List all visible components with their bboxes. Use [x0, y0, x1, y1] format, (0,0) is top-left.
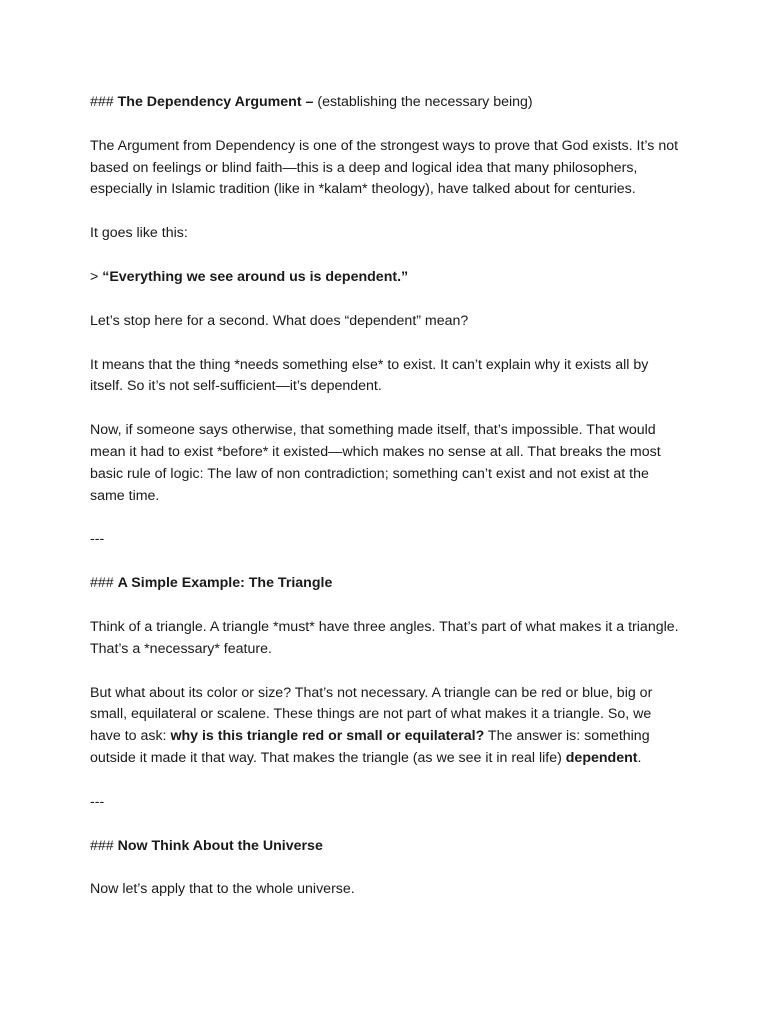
- text-run: .: [637, 749, 642, 766]
- paragraph-what-dependent-means: Let’s stop here for a second. What does “dependent” mean?: [90, 312, 469, 329]
- document-page: [90, 92, 682, 923]
- text-run: But what about its color or size? That’s not necessary. A triangle can be red or blue, big or small, equilateral or scalene. These things are not part of what makes it a triangle. So, we have to ask:: [90, 684, 653, 745]
- paragraph-triangle-angles: Think of a triangle. A triangle *must* have three angles. That’s part of what makes it a triangle. That’s a *necessary* feature.: [90, 618, 679, 657]
- text-run: The answer is: something outside it made it that way. That makes the triangle (as we see it in real life): [90, 728, 650, 766]
- paragraph-needs-something-else: It means that the thing *needs something else* to exist. It can’t explain why it exists all by itself. So it’s not self-sufficient—it’s dependent.: [90, 356, 649, 395]
- heading-prefix: ###: [90, 837, 118, 854]
- heading-prefix: ###: [90, 575, 118, 592]
- heading-bold: Now Think About the Universe: [117, 837, 323, 854]
- separator-2: ---: [90, 793, 105, 810]
- heading-bold: A Simple Example: The Triangle: [117, 575, 333, 592]
- heading-bold: The Dependency Argument –: [117, 94, 314, 110]
- emphasis-question: why is this triangle red or small or equilateral?: [170, 728, 485, 745]
- paragraph-triangle-color-size: [90, 683, 682, 770]
- separator-1: ---: [90, 531, 105, 548]
- blockquote-dependent: [90, 267, 682, 289]
- quote-prefix: >: [90, 268, 103, 285]
- heading-dependency-argument: [90, 92, 682, 114]
- paragraph-intro: The Argument from Dependency is one of the strongest ways to prove that God exists. It’s not based on feelings or blind faith—this is a deep and logical idea that many philosophers, especially in Islamic tradition (like in *kalam* theology), have talked about for centuries.: [90, 137, 679, 198]
- paragraph-apply-universe: Now let’s apply that to the whole universe.: [90, 881, 355, 898]
- heading-rest: (establishing the necessary being): [313, 94, 533, 110]
- heading-triangle-example: [90, 573, 682, 595]
- paragraph-goes-like-this: It goes like this:: [90, 225, 188, 242]
- heading-universe: [90, 836, 682, 858]
- paragraph-non-contradiction: Now, if someone says otherwise, that something made itself, that’s impossible. That would mean it had to exist *before* it existed—which makes no sense at all. That breaks the most basic rule of logic: The law of non contradiction; something can’t exist and not exist at the same time.: [90, 422, 661, 504]
- emphasis-dependent: dependent: [565, 749, 638, 766]
- quote-bold: “Everything we see around us is dependent.”: [102, 268, 409, 285]
- heading-prefix: ###: [90, 94, 118, 110]
